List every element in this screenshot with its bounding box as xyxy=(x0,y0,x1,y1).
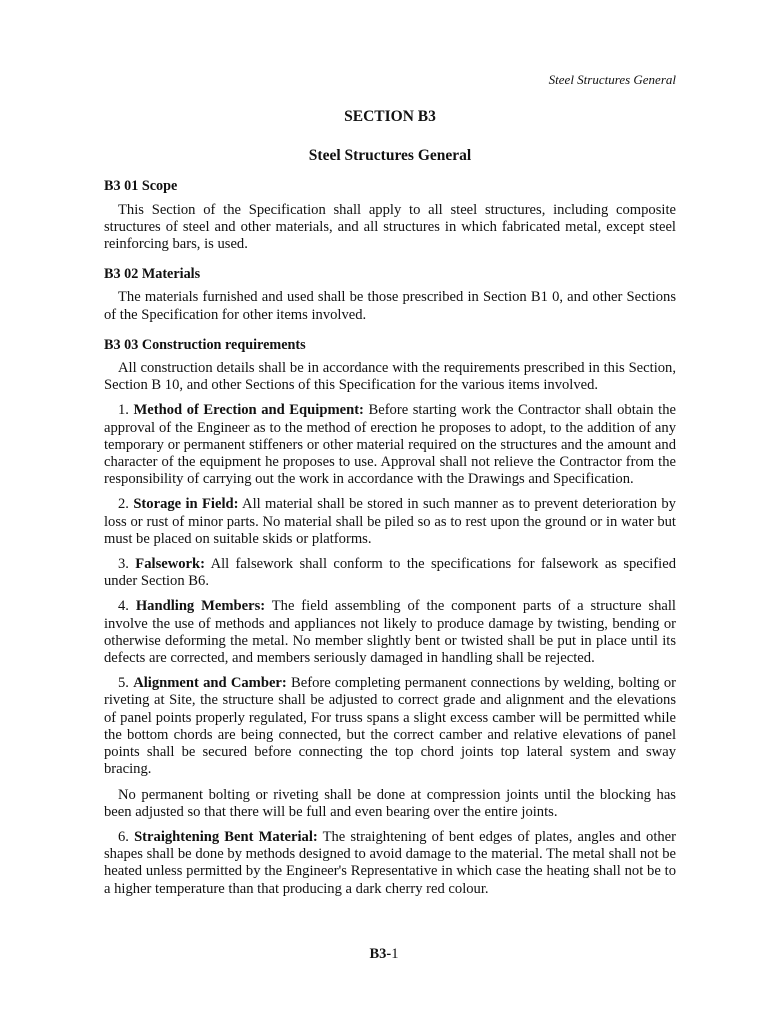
page-number-prefix: B3- xyxy=(369,946,392,962)
construction-item-2 xyxy=(104,496,676,548)
item-number: 2. xyxy=(118,496,129,513)
item-number: 1. xyxy=(118,402,129,419)
item-title: Handling Members: xyxy=(135,598,266,615)
item-title: Alignment and Camber: xyxy=(133,675,287,692)
construction-intro: All construction details shall be in accordance with the requirements prescribed in this Section, Section B 10, and other Sections of this Specification for the various items involved. xyxy=(104,360,676,394)
item-number: 3. xyxy=(118,556,129,573)
document-body xyxy=(104,108,676,906)
page-number xyxy=(0,946,768,963)
construction-heading: B3 03 Construction requirements xyxy=(104,336,306,353)
item-number: 5. xyxy=(118,675,129,692)
item-title: Falsework: xyxy=(135,556,206,573)
running-header: Steel Structures General xyxy=(548,72,676,87)
item-text: Before completing permanent connections by welding, bolting or riveting at Site, the structure shall be adjusted to correct grade and alignment and the elevations of panel points properly regulated, For truss spans a slight excess camber will be permitted while the bottom chords are being connected, but the correct camber and relative elevations of panel points shall be secured before connecting the top chord joints top lateral system and sway bracing. xyxy=(104,675,676,778)
materials-paragraph: The materials furnished and used shall be those prescribed in Section B1 0, and other Sections of the Specification for other items involved. xyxy=(104,289,676,323)
item-text: All falsework shall conform to the specifications for falsework as specified under Section B6. xyxy=(104,556,676,590)
page-number-value: 1 xyxy=(391,946,399,962)
item-title: Straightening Bent Material: xyxy=(134,828,318,845)
item-text: Before starting work the Contractor shall obtain the approval of the Engineer as to the method of erection he proposes to adopt, to the addition of any temporary or permanent stiffeners or other material required on the structures and the amount and character of the equipment he proposes to use. Approval shall not relieve the Contractor from the responsibility of carrying out the work in accordance with the Drawings and Specification. xyxy=(104,402,676,488)
construction-item-5-followup: No permanent bolting or riveting shall be done at compression joints until the blocking has been adjusted so that there will be full and even bearing over the entire joints. xyxy=(104,786,676,820)
item-number: 6. xyxy=(118,828,129,845)
scope-paragraph: This Section of the Specification shall apply to all steel structures, including composite structures of steel and other materials, and all structures in which fabricated metal, except steel reinforcing bars, is used. xyxy=(104,201,676,253)
construction-item-1 xyxy=(104,402,676,488)
item-title: Storage in Field: xyxy=(133,496,239,513)
item-text: All material shall be stored in such manner as to prevent deterioration by loss or rust of minor parts. No material shall be piled so as to rest upon the ground or in water but must be placed on suitable skids or platforms. xyxy=(104,496,676,547)
construction-item-4 xyxy=(104,598,676,667)
construction-item-5 xyxy=(104,675,676,778)
item-number: 4. xyxy=(118,598,129,615)
section-title: SECTION B3 xyxy=(344,108,436,125)
scope-heading: B3 01 Scope xyxy=(104,178,178,195)
materials-heading: B3 02 Materials xyxy=(104,266,201,283)
item-text: The straightening of bent edges of plates, angles and other shapes shall be done by methods designed to avoid damage to the material. The metal shall not be heated unless permitted by the Engineer's Representative in which case the heating shall not be to a higher temperature than that producing a dark cherry red colour. xyxy=(104,828,677,897)
construction-item-6 xyxy=(104,829,676,898)
item-text: The field assembling of the component parts of a structure shall involve the use of methods and appliances not likely to produce damage by twisting, bending or otherwise deforming the metal. No member slightly bent or twisted shall be put in place until its defects are corrected, and members seriously damaged in handling shall be rejected. xyxy=(104,598,676,667)
section-subtitle: Steel Structures General xyxy=(308,147,472,165)
construction-item-3 xyxy=(104,556,676,590)
item-title: Method of Erection and Equipment: xyxy=(133,402,364,419)
